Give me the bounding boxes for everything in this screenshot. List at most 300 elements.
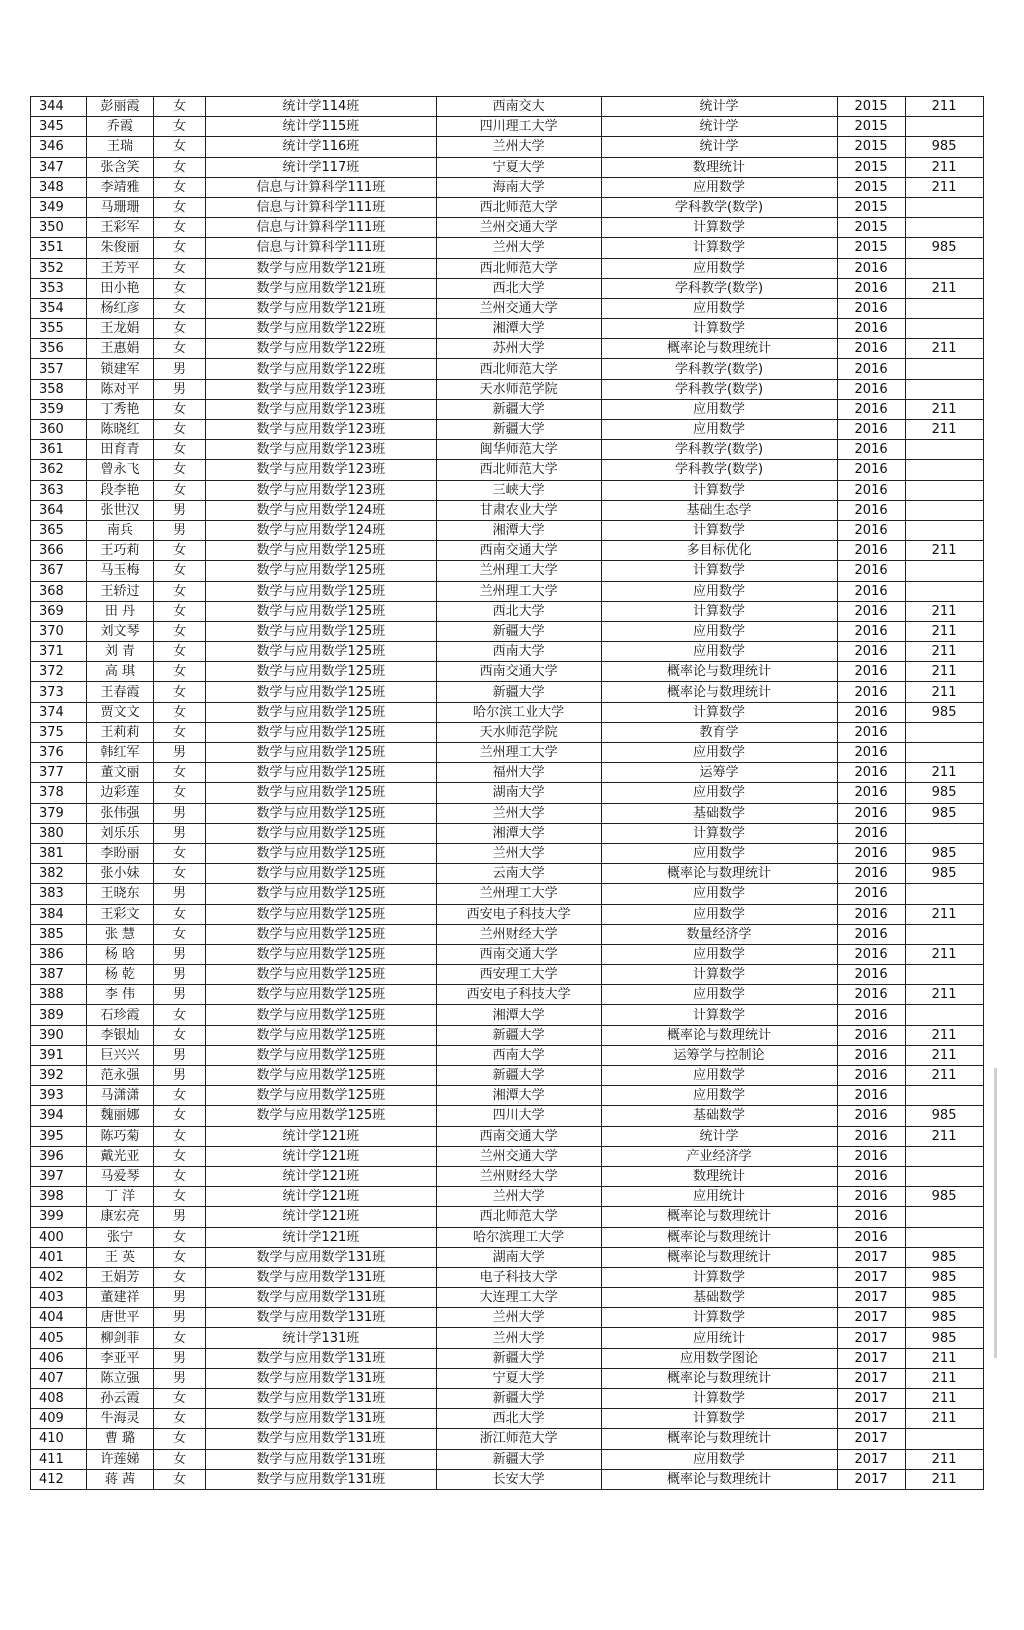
cell-name: 王莉莉 (86, 722, 153, 742)
table-row (31, 1328, 984, 1348)
table-row (31, 1348, 984, 1368)
cell-university: 兰州理工大学 (436, 884, 601, 904)
cell-row-number: 349 (31, 197, 87, 217)
cell-row-number: 410 (31, 1429, 87, 1449)
cell-university: 新疆大学 (436, 1348, 601, 1368)
cell-school-tier: 211 (905, 985, 983, 1005)
cell-class-name: 统计学121班 (205, 1207, 436, 1227)
cell-school-tier: 211 (905, 1045, 983, 1065)
table-row (31, 1066, 984, 1086)
cell-row-number: 345 (31, 117, 87, 137)
cell-year: 2017 (837, 1409, 905, 1429)
cell-gender: 女 (154, 682, 206, 702)
cell-school-tier: 985 (905, 1187, 983, 1207)
cell-year: 2016 (837, 420, 905, 440)
cell-year: 2016 (837, 1066, 905, 1086)
cell-row-number: 372 (31, 662, 87, 682)
cell-university: 湖南大学 (436, 783, 601, 803)
cell-name: 曾永飞 (86, 460, 153, 480)
cell-major: 计算数学 (601, 601, 837, 621)
cell-university: 西北大学 (436, 1409, 601, 1429)
cell-major: 学科教学(数学) (601, 278, 837, 298)
table-row (31, 1308, 984, 1328)
cell-row-number: 362 (31, 460, 87, 480)
cell-year: 2015 (837, 238, 905, 258)
cell-major: 学科教学(数学) (601, 460, 837, 480)
cell-row-number: 407 (31, 1368, 87, 1388)
cell-university: 西北师范大学 (436, 258, 601, 278)
cell-year: 2017 (837, 1429, 905, 1449)
cell-year: 2015 (837, 157, 905, 177)
cell-name: 乔霞 (86, 117, 153, 137)
cell-name: 蒋 茜 (86, 1469, 153, 1489)
cell-year: 2015 (837, 177, 905, 197)
cell-row-number: 344 (31, 97, 87, 117)
cell-class-name: 数学与应用数学125班 (205, 803, 436, 823)
table-row (31, 1449, 984, 1469)
cell-row-number: 403 (31, 1288, 87, 1308)
cell-gender: 女 (154, 1106, 206, 1126)
cell-university: 兰州理工大学 (436, 581, 601, 601)
cell-school-tier: 211 (905, 1066, 983, 1086)
cell-class-name: 数学与应用数学131班 (205, 1348, 436, 1368)
cell-gender: 男 (154, 823, 206, 843)
cell-year: 2016 (837, 884, 905, 904)
cell-gender: 女 (154, 1126, 206, 1146)
cell-university: 湘潭大学 (436, 1086, 601, 1106)
table-row (31, 500, 984, 520)
cell-class-name: 统计学121班 (205, 1166, 436, 1186)
cell-major: 计算数学 (601, 1267, 837, 1287)
cell-major: 计算数学 (601, 1308, 837, 1328)
cell-name: 李银灿 (86, 1025, 153, 1045)
cell-school-tier (905, 1227, 983, 1247)
cell-year: 2016 (837, 702, 905, 722)
table-row (31, 1429, 984, 1449)
cell-class-name: 数学与应用数学125班 (205, 965, 436, 985)
cell-university: 浙江师范大学 (436, 1429, 601, 1449)
cell-university: 兰州大学 (436, 843, 601, 863)
cell-university: 西南大学 (436, 642, 601, 662)
cell-school-tier: 211 (905, 1389, 983, 1409)
cell-university: 湘潭大学 (436, 520, 601, 540)
cell-class-name: 数学与应用数学125班 (205, 1066, 436, 1086)
cell-major: 概率论与数理统计 (601, 682, 837, 702)
cell-gender: 女 (154, 1166, 206, 1186)
cell-gender: 男 (154, 743, 206, 763)
cell-university: 西南交通大学 (436, 662, 601, 682)
cell-gender: 女 (154, 298, 206, 318)
cell-university: 海南大学 (436, 177, 601, 197)
cell-class-name: 数学与应用数学125班 (205, 904, 436, 924)
cell-name: 戴光亚 (86, 1146, 153, 1166)
table-row (31, 1045, 984, 1065)
cell-row-number: 346 (31, 137, 87, 157)
cell-year: 2016 (837, 864, 905, 884)
cell-school-tier: 985 (905, 702, 983, 722)
cell-name: 韩红军 (86, 743, 153, 763)
cell-name: 张小妹 (86, 864, 153, 884)
cell-gender: 女 (154, 1005, 206, 1025)
cell-row-number: 405 (31, 1328, 87, 1348)
cell-year: 2016 (837, 1086, 905, 1106)
cell-name: 王瑞 (86, 137, 153, 157)
cell-gender: 女 (154, 1267, 206, 1287)
cell-class-name: 信息与计算科学111班 (205, 218, 436, 238)
cell-year: 2016 (837, 500, 905, 520)
table-row (31, 985, 984, 1005)
cell-gender: 女 (154, 561, 206, 581)
cell-name: 田育青 (86, 440, 153, 460)
cell-major: 概率论与数理统计 (601, 1207, 837, 1227)
scrollbar-track[interactable] (994, 1068, 997, 1358)
cell-gender: 女 (154, 440, 206, 460)
cell-name: 边彩莲 (86, 783, 153, 803)
cell-gender: 女 (154, 157, 206, 177)
table-row (31, 621, 984, 641)
cell-row-number: 409 (31, 1409, 87, 1429)
table-row (31, 1086, 984, 1106)
cell-major: 计算数学 (601, 823, 837, 843)
cell-major: 基础数学 (601, 1106, 837, 1126)
cell-row-number: 352 (31, 258, 87, 278)
cell-school-tier: 211 (905, 642, 983, 662)
cell-class-name: 数学与应用数学124班 (205, 520, 436, 540)
cell-school-tier (905, 965, 983, 985)
cell-gender: 男 (154, 1045, 206, 1065)
cell-school-tier (905, 743, 983, 763)
cell-gender: 女 (154, 601, 206, 621)
cell-university: 西南交通大学 (436, 1126, 601, 1146)
table-row (31, 1146, 984, 1166)
cell-row-number: 348 (31, 177, 87, 197)
cell-row-number: 347 (31, 157, 87, 177)
cell-row-number: 383 (31, 884, 87, 904)
cell-major: 计算数学 (601, 561, 837, 581)
cell-class-name: 数学与应用数学125班 (205, 783, 436, 803)
cell-year: 2017 (837, 1288, 905, 1308)
cell-class-name: 统计学115班 (205, 117, 436, 137)
cell-university: 兰州交通大学 (436, 1146, 601, 1166)
cell-name: 陈对平 (86, 379, 153, 399)
cell-year: 2016 (837, 1146, 905, 1166)
table-row (31, 359, 984, 379)
cell-major: 学科教学(数学) (601, 197, 837, 217)
cell-school-tier: 211 (905, 1368, 983, 1388)
cell-class-name: 数学与应用数学125班 (205, 621, 436, 641)
cell-year: 2016 (837, 278, 905, 298)
cell-class-name: 数学与应用数学125班 (205, 601, 436, 621)
cell-major: 统计学 (601, 137, 837, 157)
cell-name: 李亚平 (86, 1348, 153, 1368)
cell-university: 宁夏大学 (436, 157, 601, 177)
cell-gender: 女 (154, 278, 206, 298)
cell-class-name: 数学与应用数学125班 (205, 1106, 436, 1126)
cell-school-tier (905, 440, 983, 460)
cell-major: 数理统计 (601, 157, 837, 177)
cell-university: 兰州交通大学 (436, 298, 601, 318)
cell-school-tier: 211 (905, 177, 983, 197)
cell-university: 哈尔滨理工大学 (436, 1227, 601, 1247)
cell-major: 计算数学 (601, 218, 837, 238)
cell-year: 2016 (837, 581, 905, 601)
cell-university: 兰州理工大学 (436, 743, 601, 763)
cell-major: 应用数学 (601, 1449, 837, 1469)
cell-class-name: 数学与应用数学125班 (205, 823, 436, 843)
cell-year: 2017 (837, 1469, 905, 1489)
cell-major: 应用数学 (601, 581, 837, 601)
table-row (31, 884, 984, 904)
cell-major: 应用数学 (601, 743, 837, 763)
cell-year: 2017 (837, 1247, 905, 1267)
cell-school-tier (905, 117, 983, 137)
cell-school-tier: 211 (905, 420, 983, 440)
cell-year: 2016 (837, 1227, 905, 1247)
cell-gender: 女 (154, 1025, 206, 1045)
cell-university: 西北师范大学 (436, 460, 601, 480)
cell-name: 柳剑菲 (86, 1328, 153, 1348)
cell-class-name: 数学与应用数学131班 (205, 1308, 436, 1328)
cell-gender: 女 (154, 460, 206, 480)
cell-university: 湘潭大学 (436, 1005, 601, 1025)
cell-gender: 男 (154, 944, 206, 964)
cell-year: 2016 (837, 1045, 905, 1065)
cell-major: 应用数学 (601, 783, 837, 803)
cell-school-tier (905, 1146, 983, 1166)
table-row (31, 763, 984, 783)
cell-gender: 女 (154, 843, 206, 863)
cell-row-number: 395 (31, 1126, 87, 1146)
cell-school-tier (905, 823, 983, 843)
cell-row-number: 398 (31, 1187, 87, 1207)
cell-school-tier: 211 (905, 97, 983, 117)
cell-name: 刘 青 (86, 642, 153, 662)
cell-major: 应用数学 (601, 1086, 837, 1106)
cell-class-name: 统计学121班 (205, 1227, 436, 1247)
cell-name: 王芳平 (86, 258, 153, 278)
cell-major: 应用统计 (601, 1187, 837, 1207)
cell-year: 2016 (837, 1005, 905, 1025)
cell-school-tier (905, 218, 983, 238)
cell-university: 西安理工大学 (436, 965, 601, 985)
cell-name: 锁建军 (86, 359, 153, 379)
table-row (31, 440, 984, 460)
cell-row-number: 389 (31, 1005, 87, 1025)
cell-major: 概率论与数理统计 (601, 1469, 837, 1489)
table-row (31, 157, 984, 177)
cell-major: 应用数学 (601, 904, 837, 924)
cell-gender: 女 (154, 702, 206, 722)
table-row (31, 238, 984, 258)
cell-major: 应用数学 (601, 258, 837, 278)
cell-year: 2016 (837, 1025, 905, 1045)
cell-row-number: 367 (31, 561, 87, 581)
cell-row-number: 412 (31, 1469, 87, 1489)
cell-university: 兰州交通大学 (436, 218, 601, 238)
cell-row-number: 390 (31, 1025, 87, 1045)
cell-university: 西南交大 (436, 97, 601, 117)
cell-year: 2017 (837, 1389, 905, 1409)
cell-name: 王彩军 (86, 218, 153, 238)
cell-gender: 女 (154, 97, 206, 117)
cell-name: 田小艳 (86, 278, 153, 298)
cell-school-tier: 211 (905, 278, 983, 298)
cell-year: 2016 (837, 843, 905, 863)
cell-year: 2016 (837, 985, 905, 1005)
cell-class-name: 数学与应用数学125班 (205, 541, 436, 561)
table-row (31, 520, 984, 540)
cell-school-tier: 985 (905, 137, 983, 157)
cell-year: 2016 (837, 601, 905, 621)
cell-major: 产业经济学 (601, 1146, 837, 1166)
cell-year: 2016 (837, 1106, 905, 1126)
cell-year: 2017 (837, 1328, 905, 1348)
cell-school-tier: 211 (905, 662, 983, 682)
cell-gender: 女 (154, 924, 206, 944)
table-row (31, 944, 984, 964)
cell-gender: 男 (154, 1348, 206, 1368)
cell-class-name: 数学与应用数学125班 (205, 944, 436, 964)
table-row (31, 1106, 984, 1126)
cell-gender: 女 (154, 783, 206, 803)
cell-row-number: 358 (31, 379, 87, 399)
cell-row-number: 376 (31, 743, 87, 763)
table-row (31, 197, 984, 217)
cell-school-tier: 985 (905, 1308, 983, 1328)
table-row (31, 1469, 984, 1489)
cell-school-tier: 211 (905, 1409, 983, 1429)
cell-school-tier: 985 (905, 1267, 983, 1287)
cell-class-name: 数学与应用数学123班 (205, 440, 436, 460)
cell-year: 2016 (837, 399, 905, 419)
cell-major: 概率论与数理统计 (601, 1227, 837, 1247)
table-row (31, 1247, 984, 1267)
cell-name: 马潇潇 (86, 1086, 153, 1106)
cell-major: 应用数学 (601, 884, 837, 904)
cell-class-name: 数学与应用数学125班 (205, 642, 436, 662)
cell-year: 2016 (837, 440, 905, 460)
cell-university: 新疆大学 (436, 1389, 601, 1409)
table-row (31, 682, 984, 702)
cell-class-name: 数学与应用数学131班 (205, 1267, 436, 1287)
cell-gender: 女 (154, 480, 206, 500)
cell-name: 张含笑 (86, 157, 153, 177)
cell-class-name: 统计学117班 (205, 157, 436, 177)
cell-class-name: 数学与应用数学125班 (205, 1086, 436, 1106)
cell-university: 天水师范学院 (436, 722, 601, 742)
cell-class-name: 数学与应用数学131班 (205, 1469, 436, 1489)
cell-university: 兰州大学 (436, 1328, 601, 1348)
cell-school-tier (905, 924, 983, 944)
cell-gender: 女 (154, 662, 206, 682)
cell-class-name: 数学与应用数学125班 (205, 662, 436, 682)
cell-gender: 男 (154, 500, 206, 520)
cell-major: 应用数学 (601, 985, 837, 1005)
cell-class-name: 数学与应用数学125班 (205, 763, 436, 783)
cell-year: 2016 (837, 743, 905, 763)
cell-class-name: 数学与应用数学122班 (205, 359, 436, 379)
cell-row-number: 357 (31, 359, 87, 379)
cell-gender: 女 (154, 904, 206, 924)
table-row (31, 460, 984, 480)
cell-class-name: 数学与应用数学125班 (205, 864, 436, 884)
cell-class-name: 信息与计算科学111班 (205, 177, 436, 197)
cell-name: 彭丽霞 (86, 97, 153, 117)
cell-class-name: 信息与计算科学111班 (205, 197, 436, 217)
cell-year: 2016 (837, 319, 905, 339)
cell-major: 概率论与数理统计 (601, 1429, 837, 1449)
cell-university: 福州大学 (436, 763, 601, 783)
cell-row-number: 387 (31, 965, 87, 985)
table-row (31, 601, 984, 621)
cell-year: 2017 (837, 1348, 905, 1368)
table-row (31, 1005, 984, 1025)
cell-university: 西南大学 (436, 1045, 601, 1065)
cell-gender: 女 (154, 864, 206, 884)
cell-major: 基础生态学 (601, 500, 837, 520)
cell-row-number: 378 (31, 783, 87, 803)
cell-major: 学科教学(数学) (601, 440, 837, 460)
cell-major: 数理统计 (601, 1166, 837, 1186)
cell-name: 董文丽 (86, 763, 153, 783)
table-row (31, 1227, 984, 1247)
cell-year: 2016 (837, 965, 905, 985)
cell-name: 王巧莉 (86, 541, 153, 561)
cell-class-name: 数学与应用数学121班 (205, 298, 436, 318)
cell-row-number: 394 (31, 1106, 87, 1126)
cell-class-name: 数学与应用数学121班 (205, 258, 436, 278)
cell-major: 应用数学 (601, 642, 837, 662)
cell-name: 杨 乾 (86, 965, 153, 985)
cell-row-number: 368 (31, 581, 87, 601)
cell-major: 概率论与数理统计 (601, 1368, 837, 1388)
cell-gender: 男 (154, 520, 206, 540)
cell-name: 张 慧 (86, 924, 153, 944)
cell-gender: 女 (154, 642, 206, 662)
cell-university: 新疆大学 (436, 621, 601, 641)
cell-university: 兰州大学 (436, 137, 601, 157)
cell-university: 兰州大学 (436, 1308, 601, 1328)
cell-row-number: 363 (31, 480, 87, 500)
cell-gender: 女 (154, 1389, 206, 1409)
cell-school-tier (905, 722, 983, 742)
cell-gender: 男 (154, 985, 206, 1005)
cell-school-tier: 211 (905, 682, 983, 702)
cell-year: 2016 (837, 1207, 905, 1227)
cell-gender: 女 (154, 1227, 206, 1247)
table-row (31, 420, 984, 440)
cell-row-number: 391 (31, 1045, 87, 1065)
cell-major: 应用数学 (601, 621, 837, 641)
cell-year: 2016 (837, 520, 905, 540)
cell-row-number: 401 (31, 1247, 87, 1267)
cell-university: 天水师范学院 (436, 379, 601, 399)
cell-year: 2016 (837, 944, 905, 964)
cell-row-number: 353 (31, 278, 87, 298)
table-row (31, 924, 984, 944)
cell-class-name: 数学与应用数学125班 (205, 843, 436, 863)
cell-major: 学科教学(数学) (601, 359, 837, 379)
cell-university: 三峡大学 (436, 480, 601, 500)
cell-name: 张伟强 (86, 803, 153, 823)
cell-major: 基础数学 (601, 803, 837, 823)
cell-class-name: 数学与应用数学125班 (205, 743, 436, 763)
table-row (31, 581, 984, 601)
cell-gender: 男 (154, 884, 206, 904)
cell-year: 2016 (837, 379, 905, 399)
cell-class-name: 数学与应用数学123班 (205, 420, 436, 440)
cell-gender: 女 (154, 1086, 206, 1106)
